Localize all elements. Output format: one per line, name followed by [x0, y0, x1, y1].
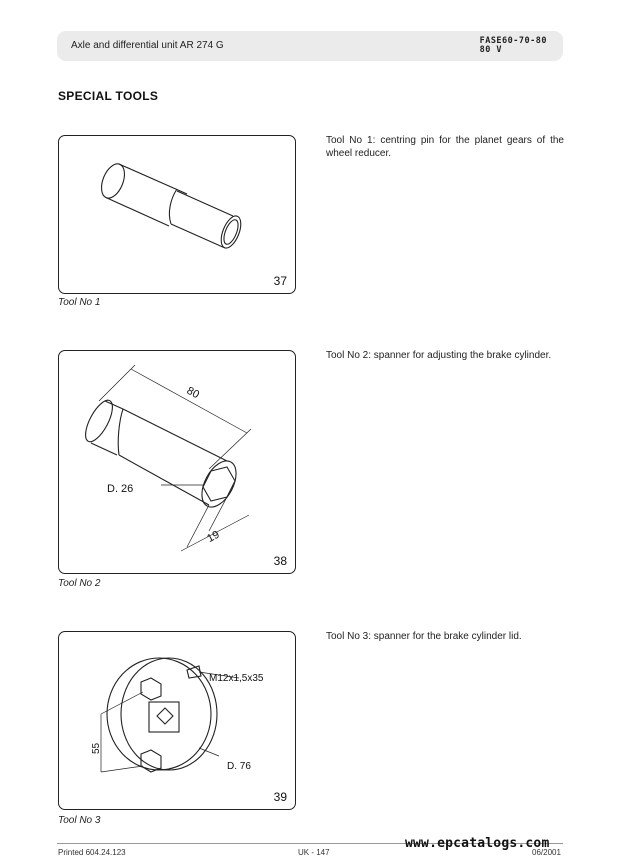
- section-title: SPECIAL TOOLS: [58, 89, 159, 103]
- figure-number: 37: [273, 274, 287, 288]
- description-tool-2: Tool No 2: spanner for adjusting the brake cylinder.: [326, 350, 552, 361]
- footer-printed: Printed 604.24.123: [58, 848, 126, 857]
- header-title: Axle and differential unit AR 274 G: [71, 40, 224, 51]
- caption-tool-1: Tool No 1: [58, 297, 101, 308]
- header-model-line2: 80 V: [479, 45, 503, 55]
- dim-hex: 19: [205, 528, 222, 546]
- dim-diameter: D. 26: [107, 483, 134, 495]
- dim-diameter: D. 76: [227, 761, 251, 772]
- description-tool-1: Tool No 1: centring pin for the planet gears of the wheel reducer.: [326, 135, 564, 159]
- figure-tool-1: [58, 135, 296, 294]
- tool-1-drawing: [59, 136, 295, 293]
- header-model: [480, 37, 547, 55]
- footer-date: 06/2001: [532, 848, 561, 857]
- figure-number: 39: [273, 790, 287, 804]
- figure-number: 38: [273, 554, 287, 568]
- dim-height: 55: [91, 742, 102, 754]
- description-tool-3: Tool No 3: spanner for the brake cylinder lid.: [326, 631, 522, 642]
- tool-3-drawing: [59, 632, 295, 809]
- dim-length: 80: [184, 384, 202, 402]
- header-model-line1: FASE60-70-80: [479, 36, 547, 46]
- tool-2-drawing: [59, 351, 295, 573]
- figure-tool-3: [58, 631, 296, 810]
- footer-page: UK - 147: [298, 848, 330, 857]
- watermark: www.epcatalogs.com: [405, 836, 550, 851]
- dim-thread: M12x1,5x35: [209, 673, 264, 684]
- page-header: [57, 31, 563, 61]
- caption-tool-2: Tool No 2: [58, 578, 101, 589]
- caption-tool-3: Tool No 3: [58, 815, 101, 826]
- figure-tool-2: [58, 350, 296, 574]
